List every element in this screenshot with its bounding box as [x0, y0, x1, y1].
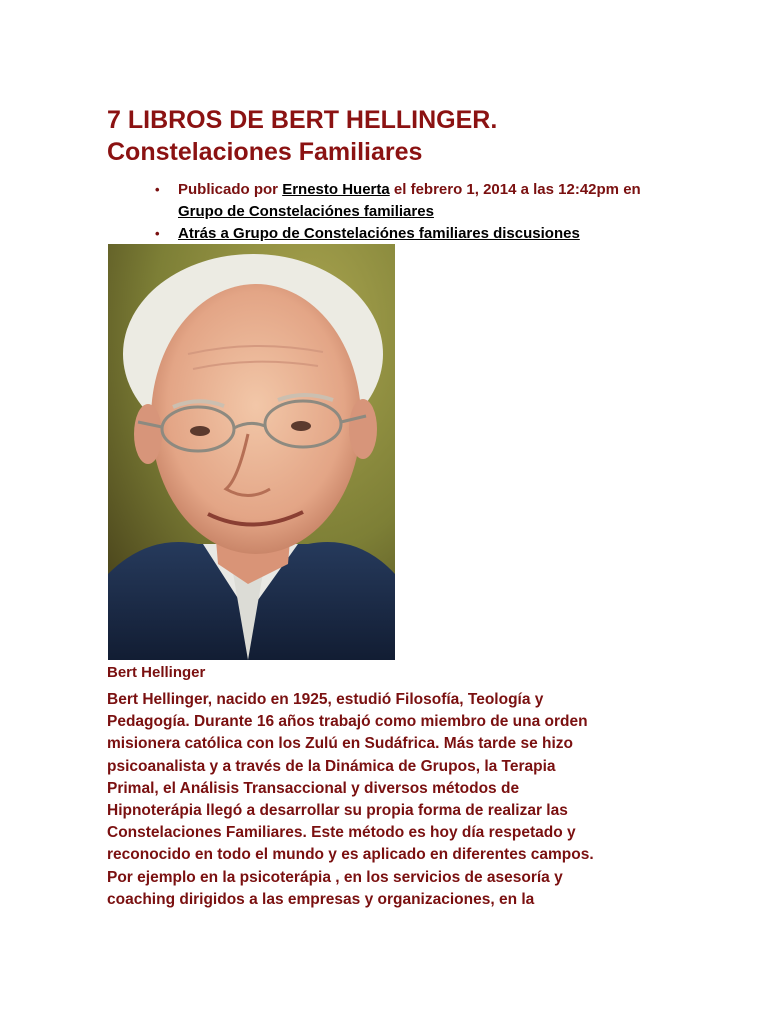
body-line: Hipnoterápia llegó a desarrollar su propia forma de realizar las — [107, 802, 568, 820]
body-line: Primal, el Análisis Transaccional y diversos métodos de — [107, 779, 520, 797]
published-prefix: Publicado por — [178, 181, 279, 198]
body-line: Pedagogía. Durante 16 años trabajó como miembro de una orden — [107, 713, 588, 731]
portrait-photo — [108, 244, 395, 660]
published-info — [155, 179, 675, 223]
photo-caption: Bert Hellinger — [107, 664, 206, 681]
body-line: Constelaciones Familiares. Este método es hoy día respetado y — [107, 824, 576, 842]
back-link-item — [155, 223, 675, 245]
title-line-1: 7 LIBROS DE BERT HELLINGER. — [107, 106, 498, 134]
author-link[interactable]: Ernesto Huerta — [282, 181, 390, 198]
body-line: Bert Hellinger, nacido en 1925, estudió Filosofía, Teología y — [107, 691, 544, 708]
article-body — [107, 689, 667, 911]
page-title — [107, 104, 667, 168]
portrait-illustration — [108, 244, 395, 660]
body-line: Por ejemplo en la psicoterápia , en los servicios de asesoría y — [107, 868, 563, 886]
title-line-2: Constelaciones Familiares — [107, 138, 423, 166]
post-meta-list — [155, 179, 675, 245]
group-link[interactable]: Grupo de Constelaciónes familiares — [178, 203, 434, 220]
body-line: reconocido en todo el mundo y es aplicado en diferentes campos. — [107, 846, 594, 864]
published-date: el febrero 1, 2014 a las 12:42pm en — [393, 181, 641, 198]
bullet-icon: • — [155, 182, 160, 197]
bullet-icon: • — [155, 226, 160, 241]
back-to-discussions-link[interactable]: Atrás a Grupo de Constelaciónes familiares discusiones — [178, 225, 580, 242]
body-line: psicoanalista y a través de la Dinámica de Grupos, la Terapia — [107, 757, 556, 775]
body-line: coaching dirigidos a las empresas y organizaciones, en la — [107, 890, 535, 908]
body-line: misionera católica con los Zulú en Sudáfrica. Más tarde se hizo — [107, 735, 573, 753]
